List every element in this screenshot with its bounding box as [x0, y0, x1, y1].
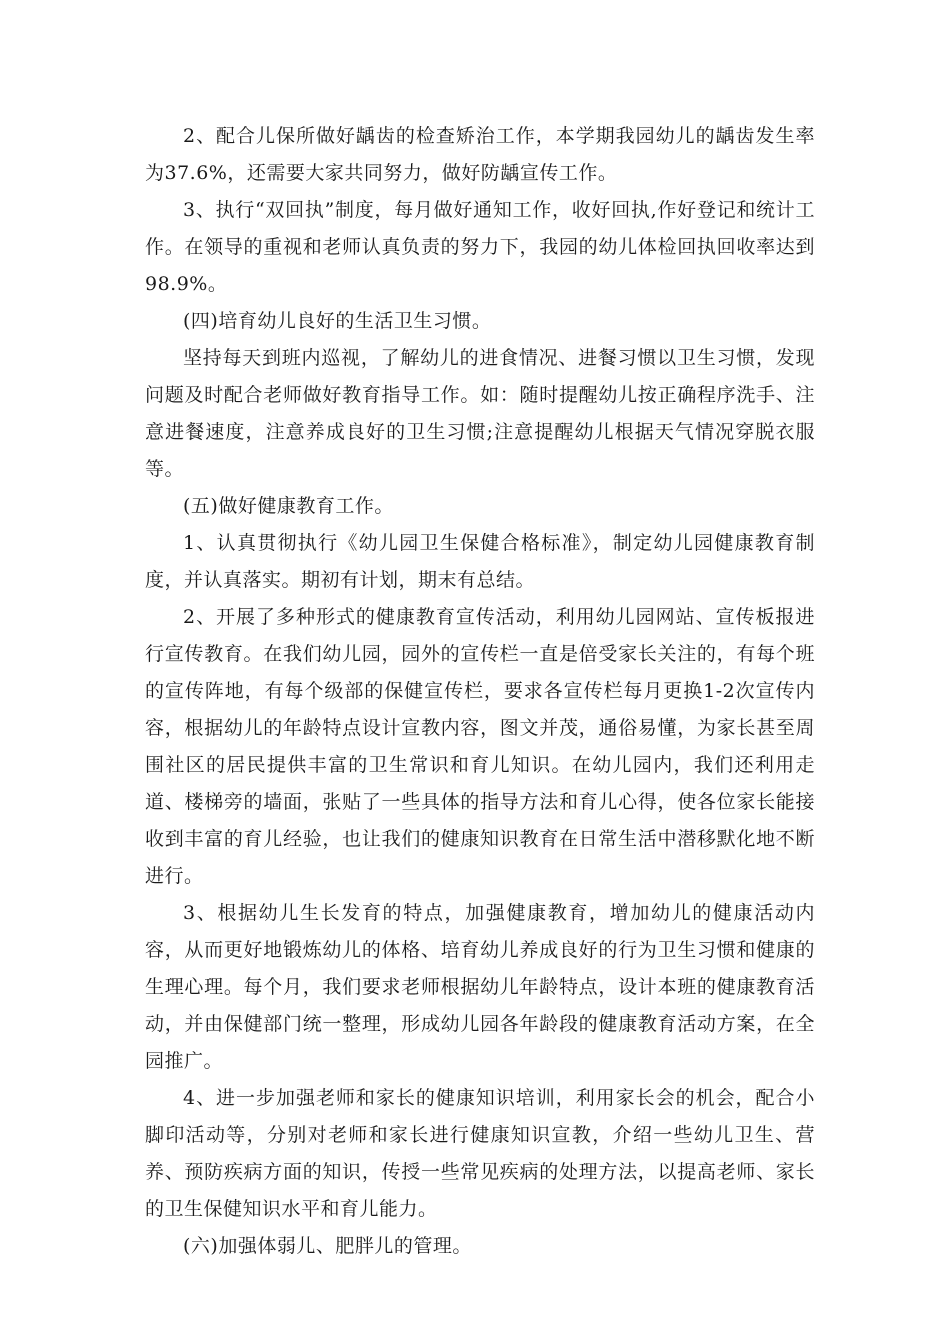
paragraph-standards: 1、认真贯彻执行《幼儿园卫生保健合格标准》，制定幼儿园健康教育制度，并认真落实。期初有计划，期末有总结。 [145, 532, 815, 591]
paragraph-publicity: 2、开展了多种形式的健康教育宣传活动，利用幼儿园网站、宣传板报进行宣传教育。在我们幼儿园，园外的宣传栏一直是倍受家长关注的，有每个班的宣传阵地，有每个级部的保健宣传栏，要求各宣传栏每月更换1-2次宣传内容，根据幼儿的年龄特点设计宣教内容，图文并茂，通俗易懂，为家长甚至周围社区的居民提供丰富的卫生常识和育儿知识。在幼儿园内，我们还利用走道、楼梯旁的墙面，张贴了一些具体的指导方法和育儿心得，使各位家长能接收到丰富的育儿经验，也让我们的健康知识教育在日常生活中潜移默化地不断进行。 [145, 606, 815, 887]
heading-hygiene-habits: (四)培育幼儿良好的生活卫生习惯。 [183, 310, 492, 332]
heading-health-education: (五)做好健康教育工作。 [183, 495, 394, 517]
paragraph-receipt: 3、执行“双回执”制度，每月做好通知工作，收好回执,作好登记和统计工作。在领导的重视和老师认真负责的努力下，我园的幼儿体检回执回收率达到 98.9%。 [145, 199, 815, 295]
paragraph-training: 4、进一步加强老师和家长的健康知识培训，利用家长会的机会，配合小脚印活动等，分别对老师和家长进行健康知识宣教，介绍一些幼儿卫生、营养、预防疾病方面的知识，传授一些常见疾病的处理方法，以提高老师、家长的卫生保健知识水平和育儿能力。 [145, 1087, 815, 1220]
paragraph-growth: 3、根据幼儿生长发育的特点，加强健康教育，增加幼儿的健康活动内容，从而更好地锻炼幼儿的体格、培育幼儿养成良好的行为卫生习惯和健康的生理心理。每个月，我们要求老师根据幼儿年龄特点，设计本班的健康教育活动，并由保健部门统一整理，形成幼儿园各年龄段的健康教育活动方案，在全园推广。 [145, 902, 815, 1072]
paragraph-caries: 2、配合儿保所做好龋齿的检查矫治工作，本学期我园幼儿的龋齿发生率为37.6%，还需要大家共同努力，做好防龋宣传工作。 [145, 125, 815, 184]
heading-weak-obese: (六)加强体弱儿、肥胖儿的管理。 [183, 1235, 472, 1257]
document-body [145, 118, 815, 1265]
paragraph-inspection: 坚持每天到班内巡视，了解幼儿的进食情况、进餐习惯以卫生习惯，发现问题及时配合老师做好教育指导工作。如：随时提醒幼儿按正确程序洗手、注意进餐速度，注意养成良好的卫生习惯;注意提醒幼儿根据天气情况穿脱衣服等。 [145, 347, 815, 480]
